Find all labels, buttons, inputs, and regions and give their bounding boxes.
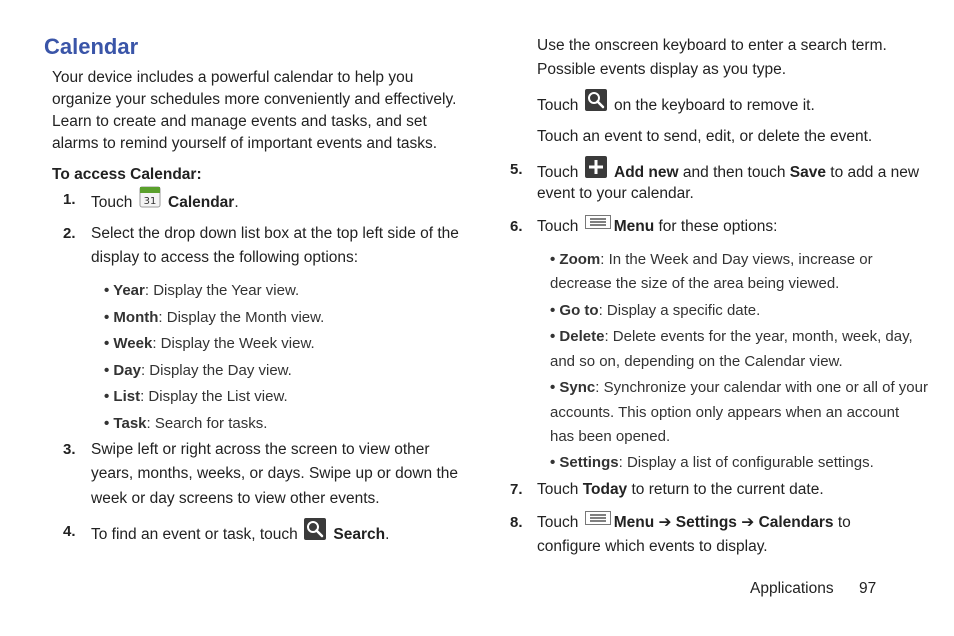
step-number: 7. (510, 481, 523, 498)
step-2-line-1: Select the drop down list box at the top left side of the (91, 225, 459, 242)
option-delete: • Delete: Delete events for the year, month, week, day, (550, 328, 913, 345)
option-sync: • Sync: Synchronize your calendar with one or all of your (550, 379, 928, 396)
intro-line-4: alarms to remind yourself of important events and tasks. (52, 135, 438, 152)
step-8-post: to (837, 514, 851, 532)
step-number: 6. (510, 218, 523, 235)
intro-line-1: Your device includes a powerful calendar to help you (52, 69, 414, 86)
step-number: 8. (510, 514, 523, 531)
arrow-icon: ➔ (741, 514, 755, 532)
step-number: 4. (63, 523, 76, 540)
step-5-bold-2: Save (789, 164, 826, 182)
step-7-bold: Today (582, 481, 628, 498)
step-1-pre: Touch (91, 194, 133, 212)
step-3-line-3: week or day screens to view other events. (91, 490, 380, 507)
step-7 (537, 478, 824, 502)
remove-keyboard-para (537, 91, 815, 121)
option-month: • Month: Display the Month view. (104, 309, 325, 326)
p2-post: on the keyboard to remove it. (614, 97, 815, 115)
p2-pre: Touch (537, 97, 579, 115)
option-day: • Day: Display the Day view. (104, 362, 292, 379)
option-week: • Week: Display the Week view. (104, 335, 315, 352)
step-5-post: to add a new (830, 164, 920, 182)
option-zoom-line-2: decrease the size of the area being viewed. (550, 275, 840, 292)
option-delete-line-2: and so on, depending on the Calendar view. (550, 353, 843, 370)
search-para-line-1: Use the onscreen keyboard to enter a search term. (537, 37, 887, 54)
step-1-post: . (234, 194, 239, 212)
option-settings: • Settings: Display a list of configurable settings. (550, 454, 874, 471)
step-3-line-1: Swipe left or right across the screen to view other (91, 441, 430, 458)
step-6-bold: Menu (613, 218, 655, 236)
option-task: • Task: Search for tasks. (104, 415, 268, 432)
step-number: 3. (63, 441, 76, 458)
step-5-line-2: event to your calendar. (537, 185, 694, 202)
step-6-post: for these options: (658, 218, 778, 236)
step-8-line-2: configure which events to display. (537, 538, 768, 555)
step-8-line-1 (537, 511, 851, 535)
step-3-line-2: years, months, weeks, or days. Swipe up or down the (91, 465, 459, 482)
option-year: • Year: Display the Year view. (104, 282, 300, 299)
option-zoom: • Zoom: In the Week and Day views, increase or (550, 251, 873, 268)
calendar-icon-label: 31 (143, 196, 157, 207)
arrow-icon: ➔ (658, 514, 672, 532)
step-4 (91, 520, 389, 550)
option-sync-line-3: has been opened. (550, 428, 671, 445)
menu-icon (585, 213, 611, 237)
step-5-pre: Touch (537, 164, 579, 182)
step-1 (91, 188, 239, 218)
footer-section: Applications (750, 580, 834, 597)
touch-event-para: Touch an event to send, edit, or delete the event. (537, 128, 873, 145)
option-list: • List: Display the List view. (104, 388, 288, 405)
step-5-bold-1: Add new (614, 164, 679, 182)
step-8-pre: Touch (537, 514, 579, 532)
menu-icon (585, 509, 611, 533)
step-4-post: . (385, 526, 390, 544)
search-icon (585, 89, 607, 119)
option-goto: • Go to: Display a specific date. (550, 302, 761, 319)
step-1-bold: Calendar (168, 194, 235, 212)
step-8-calendars: Calendars (758, 514, 834, 532)
page-number: 97 (859, 580, 877, 597)
search-icon (304, 518, 326, 548)
step-4-pre: To find an event or task, touch (91, 526, 298, 544)
step-8-settings: Settings (675, 514, 737, 532)
intro-line-2: organize your schedules more conveniently and effectively. (52, 91, 457, 108)
option-sync-line-2: accounts. This option only appears when an account (550, 404, 900, 421)
search-para-line-2: Possible events display as you type. (537, 61, 786, 78)
subheading: To access Calendar: (52, 166, 202, 183)
step-number: 2. (63, 225, 76, 242)
step-5-mid: and then touch (682, 164, 786, 182)
calendar-icon (139, 186, 161, 216)
step-7-pre: Touch (537, 481, 579, 498)
step-2-line-2: display to access the following options: (91, 249, 359, 266)
step-6 (537, 215, 777, 239)
step-6-pre: Touch (537, 218, 579, 236)
step-number: 5. (510, 161, 523, 178)
page-title: Calendar (44, 34, 139, 59)
step-8-menu: Menu (613, 514, 655, 532)
step-4-bold: Search (333, 526, 386, 544)
step-7-post: to return to the current date. (631, 481, 824, 498)
step-number: 1. (63, 191, 76, 208)
intro-line-3: Learn to create and manage events and tasks, and set (52, 113, 427, 130)
